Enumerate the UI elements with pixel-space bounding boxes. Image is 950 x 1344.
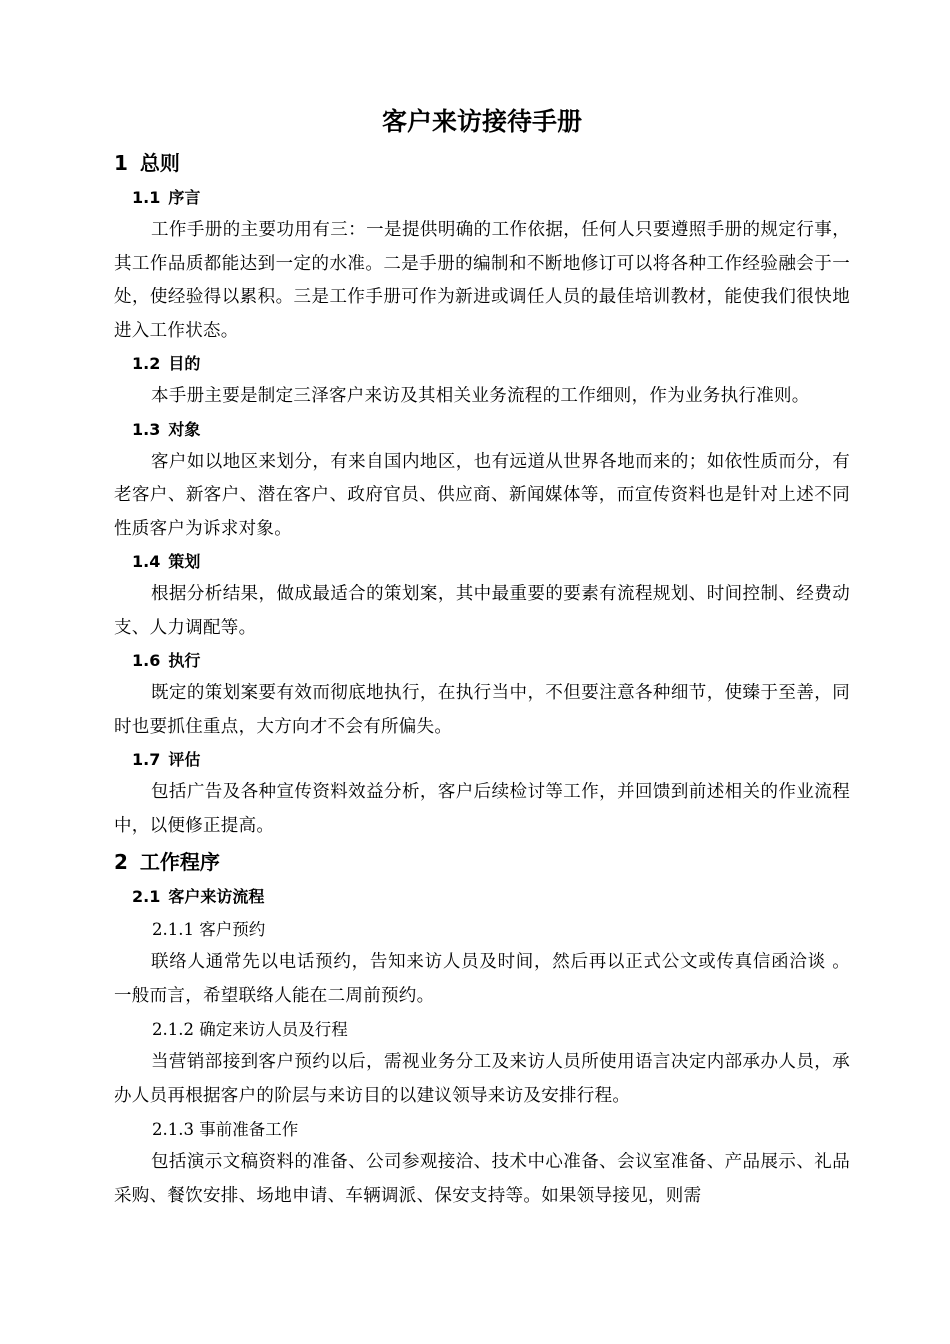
- subsection-number: 1.7: [132, 750, 161, 769]
- subsection-heading: [114, 645, 850, 677]
- section-number: 2: [114, 850, 128, 874]
- subsection-title: 序言: [168, 188, 201, 207]
- item-heading: 2.1.2 确定来访人员及行程: [152, 1020, 348, 1039]
- subsection-heading: [114, 182, 850, 214]
- subsection-heading: [114, 348, 850, 380]
- paragraph: 工作手册的主要功用有三：一是提供明确的工作依据，任何人只要遵照手册的规定行事，其工作品质都能达到一定的水准。二是手册的编制和不断地修订可以将各种工作经验融会于一处，使经验得以累积。三是工作手册可作为新进或调任人员的最佳培训教材，能使我们很快地进入工作状态。: [114, 220, 850, 341]
- subsection-heading: [114, 881, 850, 913]
- subsection-title: 执行: [168, 651, 201, 670]
- section-number: 1: [114, 151, 128, 175]
- subsection-title: 目的: [168, 354, 201, 373]
- paragraph: 包括广告及各种宣传资料效益分析，客户后续检讨等工作，并回馈到前述相关的作业流程中，以便修正提高。: [114, 782, 850, 836]
- subsection-title: 客户来访流程: [168, 887, 265, 906]
- paragraph: 客户如以地区来划分，有来自国内地区，也有远道从世界各地而来的；如依性质而分，有老客户、新客户、潜在客户、政府官员、供应商、新闻媒体等，而宣传资料也是针对上述不同性质客户为诉求对象。: [114, 451, 850, 539]
- document-title: 客户来访接待手册: [381, 107, 582, 136]
- subsection-number: 2.1: [132, 887, 161, 906]
- subsection-title: 对象: [168, 419, 201, 439]
- subsection-heading: [114, 744, 850, 776]
- paragraph: 当营销部接到客户预约以后，需视业务分工及来访人员所使用语言决定内部承办人员，承办人员再根据客户的阶层与来访目的以建议领导来访及安排行程。: [114, 1052, 850, 1106]
- section-title: 总则: [139, 151, 180, 175]
- section-heading: [114, 144, 850, 182]
- item-heading: 2.1.3 事前准备工作: [152, 1120, 299, 1139]
- subsection-number: 1.4: [132, 552, 161, 571]
- paragraph: 根据分析结果，做成最适合的策划案，其中最重要的要素有流程规划、时间控制、经费动支、人力调配等。: [114, 584, 850, 638]
- subsection-title: 策划: [168, 552, 201, 571]
- subsection-number: 1.1: [132, 188, 161, 207]
- subsection-number: 1.3: [132, 419, 161, 439]
- section-heading: [114, 843, 850, 881]
- subsection-number: 1.2: [132, 354, 161, 373]
- subsection-title: 评估: [168, 750, 201, 769]
- section-title: 工作程序: [139, 850, 220, 874]
- subsection-number: 1.6: [132, 651, 161, 670]
- subsection-heading: [114, 546, 850, 578]
- paragraph: 联络人通常先以电话预约，告知来访人员及时间，然后再以正式公文或传真信函洽谈 。一般而言，希望联络人能在二周前预约。: [114, 952, 850, 1006]
- paragraph: 既定的策划案要有效而彻底地执行，在执行当中，不但要注意各种细节，使臻于至善，同时也要抓住重点，大方向才不会有所偏失。: [114, 683, 850, 737]
- item-heading: 2.1.1 客户预约: [152, 920, 266, 939]
- document-page: [114, 100, 850, 1213]
- paragraph: 包括演示文稿资料的准备、公司参观接洽、技术中心准备、会议室准备、产品展示、礼品采购、餐饮安排、场地申请、车辆调派、保安支持等。如果领导接见，则需: [114, 1152, 850, 1206]
- paragraph: 本手册主要是制定三泽客户来访及其相关业务流程的工作细则，作为业务执行准则。: [151, 386, 810, 406]
- subsection-heading: [114, 414, 850, 446]
